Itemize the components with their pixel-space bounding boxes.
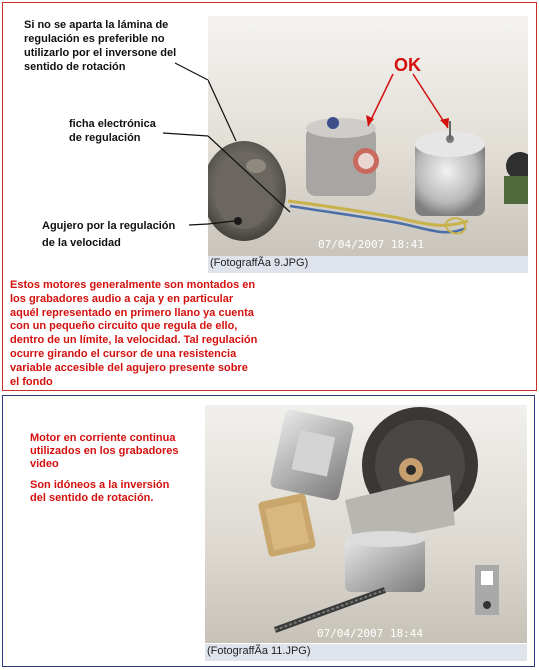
photo-caption-2: (FotograffÃa 11.JPG) — [205, 644, 527, 661]
label-ficha: ficha electrónica de regulación — [69, 118, 156, 144]
label-lamina: Si no se aparta la lámina de regulación es preferible no utilizarlo por el inversone del sentido de rotación — [24, 19, 177, 73]
description-text: Estos motores generalmente son montados en los grabadores audio a caja y en particular aquél representado en primero llano ya cuenta con un pequeño circuito que regula de ello, dentro de un límite, la velocidad. Tal regulación ocurre girando el cursor de una resistencia variable accesible del agujero presente sobre el fondo — [10, 279, 258, 388]
photo-panel-1 — [2, 2, 537, 391]
photo-caption-1: (FotograffÃa 9.JPG) — [208, 256, 528, 273]
photo-panel-2 — [2, 395, 535, 667]
photo-timestamp: 07/04/2007 18:44 — [317, 627, 423, 640]
motor-photo-2 — [205, 405, 527, 643]
label-idoneos: Son idóneos a la inversión del sentido de rotación. — [30, 479, 170, 504]
label-agujero: Agujero por la regulación de la velocidad — [42, 220, 176, 249]
photo-timestamp: 07/04/2007 18:41 — [318, 238, 424, 251]
ok-label: OK — [394, 55, 421, 75]
label-motor: Motor en corriente continua utilizados en los grabadores video — [30, 432, 179, 470]
